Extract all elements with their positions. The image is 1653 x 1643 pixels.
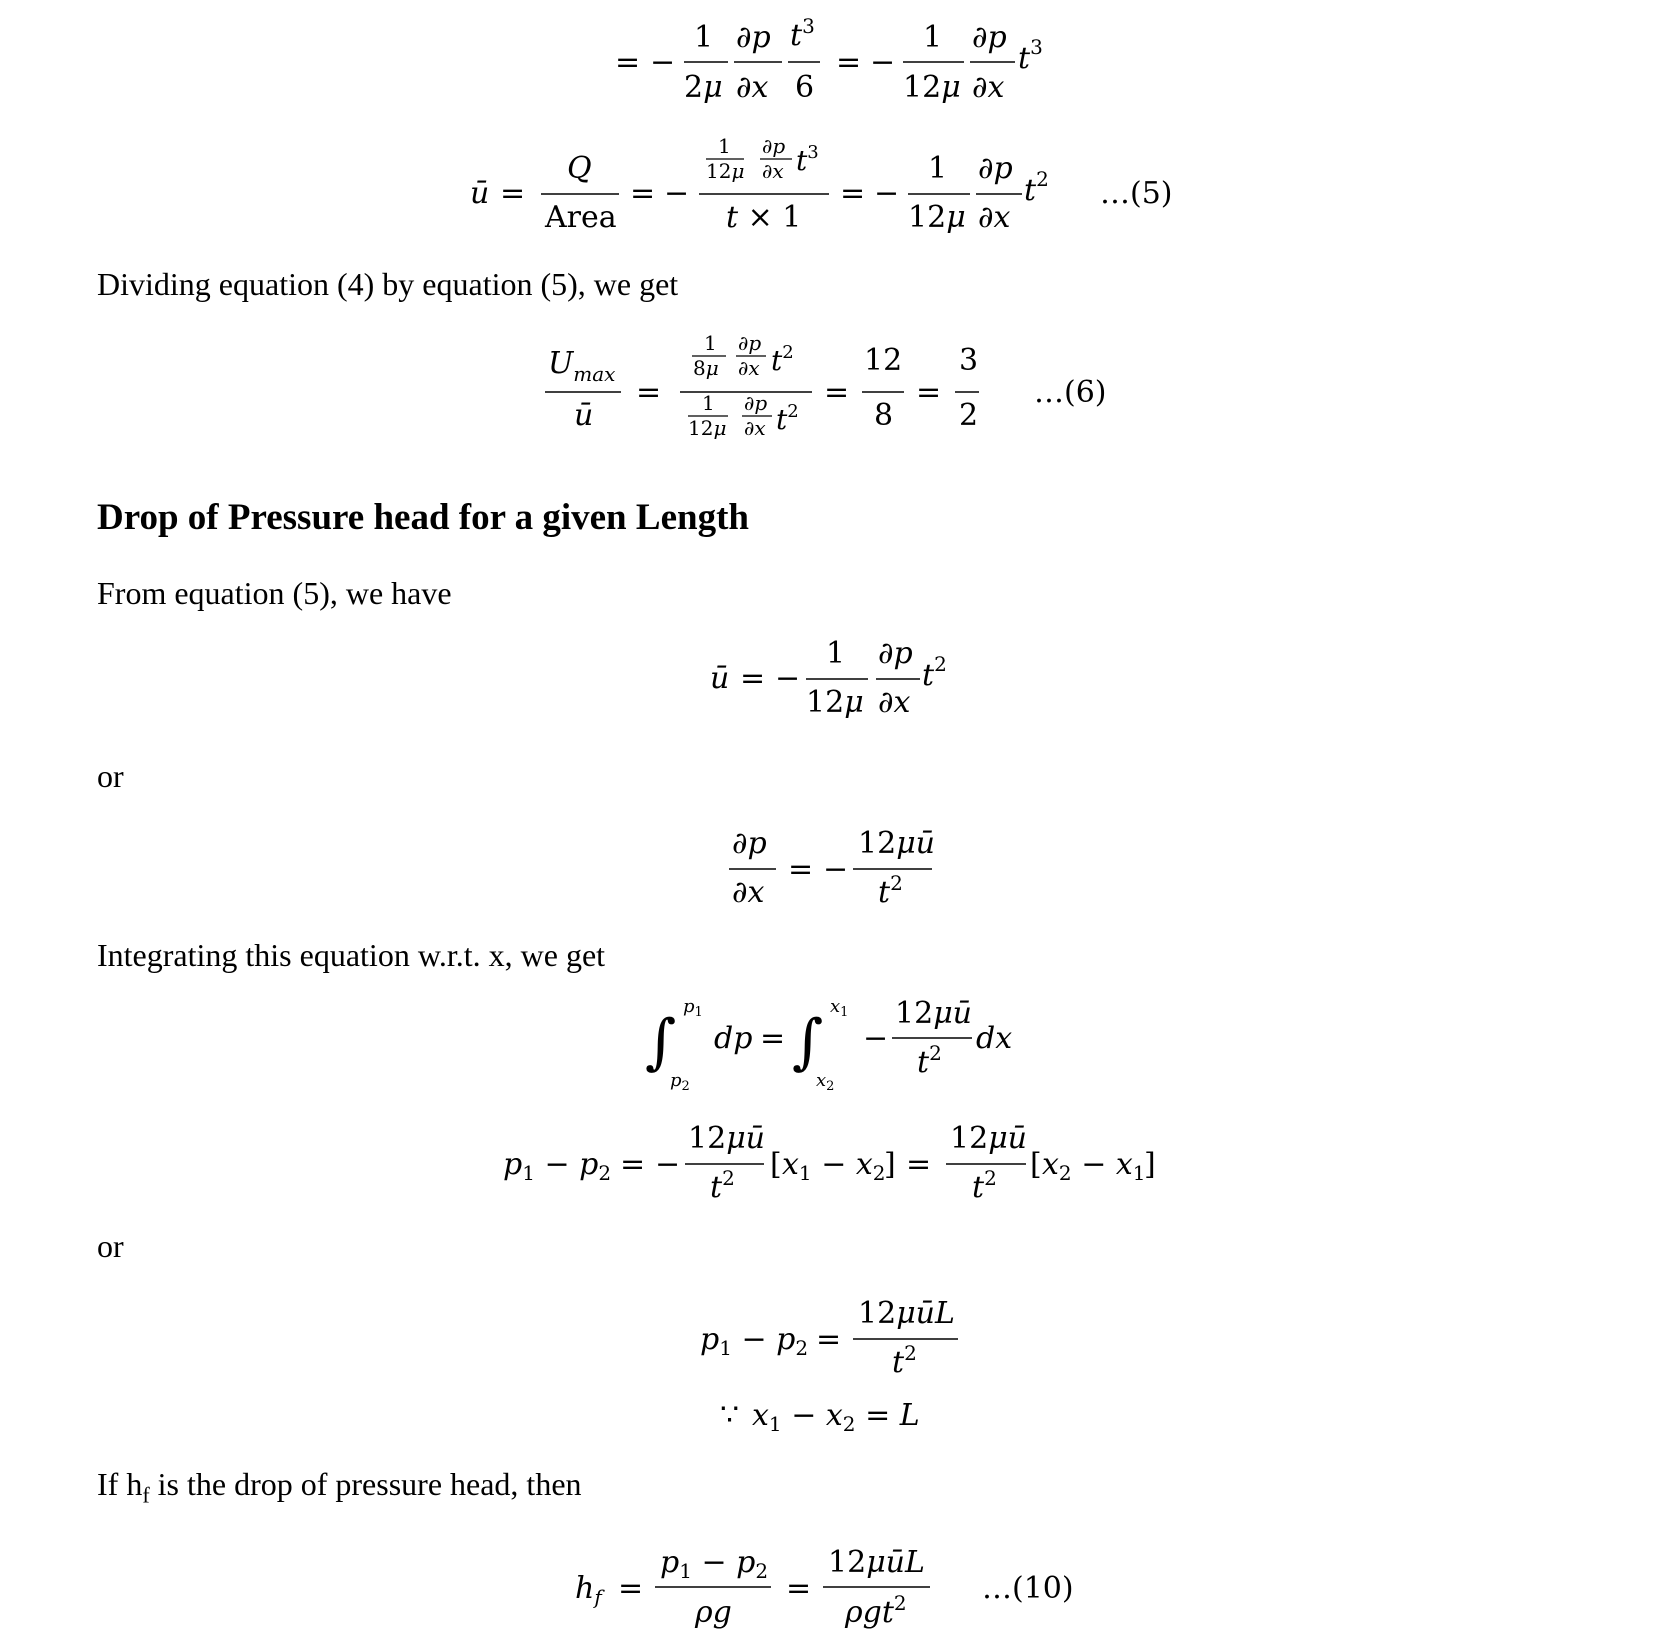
- equation-continuation: [0, 0, 1653, 110]
- equation-pressure-difference-svg: [0, 1110, 1653, 1210]
- svg-text:ū: ū: [574, 398, 594, 433]
- svg-text:3: 3: [959, 343, 979, 378]
- svg-text:12μū: 12μū: [950, 1121, 1028, 1156]
- paragraph-dividing: Dividing equation (4) by equation (5), we get: [97, 266, 679, 302]
- svg-text:t3: $t^3$: [1018, 35, 1043, 76]
- svg-text:∂p: ∂p: [978, 151, 1013, 186]
- svg-text:−: −: [775, 661, 801, 696]
- svg-text:12μūL: 12μūL: [828, 1545, 925, 1580]
- svg-text:x2 − x1: $x_2 - x_1$: [1042, 1147, 1146, 1185]
- svg-text:1: 1: [826, 636, 846, 671]
- svg-text:t2: $t^2$: [922, 652, 947, 693]
- svg-text:−: −: [863, 1021, 889, 1056]
- equation-pressure-gradient: [0, 815, 1653, 915]
- svg-text:−: −: [823, 852, 849, 887]
- svg-text:∂p: ∂p: [732, 826, 767, 861]
- svg-text:∂p: ∂p: [738, 331, 762, 355]
- equation-tag-5: …(5): [1100, 176, 1173, 211]
- paragraph-if-hf: [97, 1468, 582, 1506]
- svg-text:dp: dp: [714, 1021, 753, 1056]
- svg-text:∂x: ∂x: [762, 159, 784, 183]
- svg-text:ρgt2: ρgt$^2$: [845, 1591, 907, 1630]
- area-label: Area: [545, 200, 617, 235]
- paragraph-from-eq5: From equation (5), we have: [97, 575, 452, 611]
- equation-integral-svg: [0, 990, 1653, 1100]
- svg-text:=: =: [630, 176, 656, 211]
- equation-5: [0, 120, 1653, 250]
- svg-text:1: 1: [928, 151, 948, 186]
- svg-text:=: =: [788, 852, 814, 887]
- svg-text:ρg: ρg: [695, 1595, 732, 1630]
- svg-text:x1 − x2 = L: $x_1 - x_2 = L$: [752, 1398, 920, 1436]
- svg-text:∂x: ∂x: [978, 200, 1011, 235]
- svg-text:=: =: [786, 1571, 812, 1606]
- svg-text:12μū: 12μū: [688, 1121, 766, 1156]
- svg-text:t2: $t^2$: [771, 342, 794, 377]
- svg-text:∵: ∵: [720, 1398, 740, 1433]
- equation-6-svg: [0, 320, 1653, 460]
- svg-text:12: 12: [864, 343, 903, 378]
- svg-text:t2: $t^2$: [972, 1166, 997, 1205]
- svg-text:ū: ū: [470, 176, 490, 211]
- svg-text:∂p: ∂p: [736, 20, 771, 55]
- equation-5-svg: [0, 120, 1653, 250]
- svg-text:∂p: ∂p: [878, 636, 913, 671]
- svg-text:2μ: 2μ: [684, 70, 723, 105]
- svg-text:1: 1: [704, 331, 717, 355]
- svg-text:12μ: 12μ: [806, 685, 864, 720]
- svg-text:=: =: [615, 45, 641, 80]
- equation-10: [0, 1530, 1653, 1640]
- svg-text:∂p: ∂p: [762, 134, 786, 158]
- svg-text:t3: $t^3$: [796, 142, 819, 177]
- svg-text:=: =: [816, 1322, 842, 1357]
- svg-text:=: =: [906, 1147, 932, 1182]
- svg-text:hf: $h_f$: [575, 1571, 602, 1609]
- svg-text:∂x: ∂x: [878, 685, 911, 720]
- svg-text:−: −: [870, 45, 896, 80]
- svg-text:t2: $t^2$: [917, 1041, 942, 1080]
- svg-text:−: −: [655, 1147, 681, 1182]
- svg-text:∂x: ∂x: [738, 356, 760, 380]
- svg-text:1: 1: [702, 391, 715, 415]
- equation-6: [0, 320, 1653, 460]
- svg-text:x1: $x_1$: [830, 996, 849, 1020]
- svg-text:]: ]: [1144, 1147, 1156, 1182]
- if-hf-sub: f: [142, 1482, 150, 1508]
- equation-pressure-gradient-svg: [0, 815, 1653, 915]
- svg-text:t2: $t^2$: [710, 1166, 735, 1205]
- svg-text:∂p: ∂p: [972, 20, 1007, 55]
- svg-text:Q: Q: [567, 151, 592, 186]
- svg-text:[: [: [1030, 1147, 1042, 1182]
- svg-text:6: 6: [795, 70, 815, 105]
- section-heading: Drop of Pressure head for a given Length: [97, 497, 749, 538]
- equation-pressure-difference: [0, 1110, 1653, 1210]
- svg-text:x1 − x2: $x_1 - x_2$: [782, 1147, 886, 1185]
- svg-text:=: =: [618, 1571, 644, 1606]
- equation-pressure-drop-svg: [0, 1285, 1653, 1455]
- svg-text:12μ: 12μ: [706, 159, 745, 183]
- svg-text:t2: $t^2$: [1024, 167, 1049, 208]
- svg-text:2: 2: [959, 398, 979, 433]
- svg-text:=: =: [620, 1147, 646, 1182]
- svg-text:=: =: [636, 375, 662, 410]
- svg-text:=: =: [760, 1021, 786, 1056]
- svg-text:p1: $p_1$: [683, 996, 703, 1020]
- svg-text:12μ: 12μ: [903, 70, 961, 105]
- svg-text:∂x: ∂x: [736, 70, 769, 105]
- svg-text:−: −: [650, 45, 676, 80]
- paragraph-or-2: or: [97, 1228, 124, 1264]
- svg-text:p1 − p2: $p_1 - p_2$: [503, 1147, 612, 1185]
- equation-mean-velocity-svg: [0, 630, 1653, 730]
- equation-continuation-svg: [0, 0, 1653, 110]
- if-hf-pre: If h: [97, 1466, 143, 1502]
- svg-text:Umax: $U_{max}$: [548, 346, 616, 386]
- svg-text:=: =: [824, 375, 850, 410]
- svg-text:12μūL: 12μūL: [858, 1296, 955, 1331]
- svg-text:∫: ∫: [645, 1007, 677, 1077]
- svg-text:p2: $p_2$: [670, 1070, 690, 1094]
- svg-text:t2: $t^2$: [878, 871, 903, 910]
- svg-text:∫: ∫: [792, 1007, 824, 1077]
- equation-10-svg: [0, 1530, 1653, 1640]
- svg-text:t2: $t^2$: [892, 1341, 917, 1380]
- svg-text:[: [: [770, 1147, 782, 1182]
- svg-text:12μ: 12μ: [688, 416, 727, 440]
- svg-text:1: 1: [718, 134, 731, 158]
- svg-text:=: =: [740, 661, 766, 696]
- svg-text:ū: ū: [710, 661, 730, 696]
- svg-text:=: =: [916, 375, 942, 410]
- svg-text:∂x: ∂x: [732, 875, 765, 910]
- svg-text:=: =: [500, 176, 526, 211]
- svg-text:12μū: 12μū: [895, 996, 973, 1031]
- svg-text:t × 1: t × 1: [726, 200, 802, 235]
- svg-text:12μū: 12μū: [858, 826, 936, 861]
- svg-text:p1 − p2: $p_1 - p_2$: [660, 1545, 769, 1583]
- svg-text:8μ: 8μ: [693, 356, 719, 380]
- svg-text:8: 8: [874, 398, 894, 433]
- equation-integral: [0, 990, 1653, 1100]
- svg-text:∂x: ∂x: [972, 70, 1005, 105]
- paragraph-integrating: Integrating this equation w.r.t. x, we get: [97, 937, 606, 973]
- paragraph-or-1: or: [97, 758, 124, 794]
- svg-text:1: 1: [694, 20, 714, 55]
- if-hf-post: is the drop of pressure head, then: [149, 1466, 582, 1502]
- svg-text:=: =: [836, 45, 862, 80]
- svg-text:−: −: [874, 176, 900, 211]
- svg-text:=: =: [840, 176, 866, 211]
- equation-tag-10: …(10): [982, 1571, 1074, 1606]
- equation-tag-6: …(6): [1034, 375, 1107, 410]
- svg-text:dx: dx: [976, 1021, 1013, 1056]
- svg-text:t2: $t^2$: [776, 401, 799, 436]
- svg-text:12μ: 12μ: [908, 200, 966, 235]
- svg-text:∂p: ∂p: [744, 391, 768, 415]
- svg-text:p1 − p2: $p_1 - p_2$: [700, 1322, 809, 1360]
- svg-text:x2: $x_2$: [816, 1070, 835, 1094]
- equation-mean-velocity: [0, 630, 1653, 730]
- svg-text:−: −: [664, 176, 690, 211]
- svg-text:1: 1: [923, 20, 943, 55]
- equation-pressure-drop: [0, 1285, 1653, 1455]
- svg-text:t3: $t^3$: [790, 14, 815, 53]
- svg-text:]: ]: [884, 1147, 896, 1182]
- svg-text:∂x: ∂x: [744, 416, 766, 440]
